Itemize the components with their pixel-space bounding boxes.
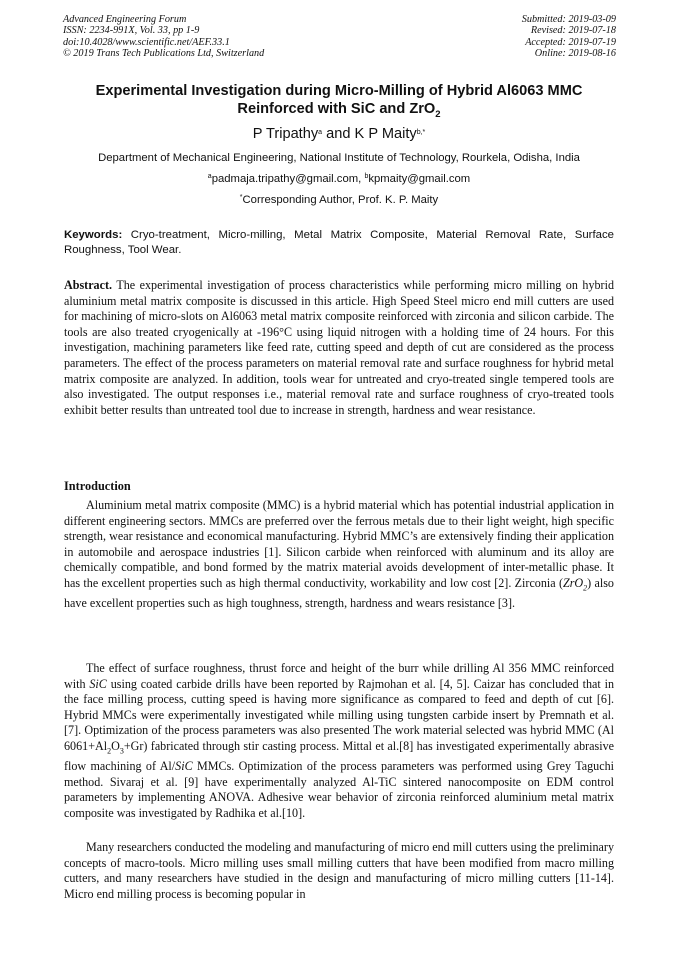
- author-emails: $^a$padmaja.tripathy@gmail.com, $^b$kpmaity@gmail.com: [207, 173, 471, 185]
- intro-paragraph-1: Aluminium metal matrix composite (MMC) is a hybrid material which has potential industrial application in different engineering sectors. MMCs are preferred over the ferrous metals due to their light weight, high specific strength, wear resistance and economical manufacturing. Hybrid MMC’s are extensively finding their application in automobile and aerospace industries [1]. Silicon carbide when reinforced with aluminum and its alloy are chemically compatible, and bond formed by the matrix material avoids development of inter-metallic phase. It has the excellent properties such as high thermal conductivity, workability and low cost [2]. Zirconia (ZrO$_2$) also have excellent properties such as high toughness, strength, hardness and wears resistance [3].: [64, 498, 614, 610]
- keywords-label: Keywords:: [64, 229, 123, 241]
- journal-doi: doi:10.4028/www.scientific.net/AEF.33.1: [63, 36, 230, 48]
- email-a: padmaja.tripathy@gmail.com,: [211, 173, 362, 185]
- journal-info: [63, 14, 264, 60]
- section-heading-introduction: Introduction: [64, 479, 131, 493]
- abstract-label: Abstract.: [64, 278, 113, 292]
- title-line-2: Reinforced with SiC and ZrO$_2$: [237, 101, 441, 120]
- journal-copyright: © 2019 Trans Tech Publications Ltd, Switzerland: [63, 48, 265, 60]
- corresponding-author: *Corresponding Author, Prof. K. P. Maity: [239, 194, 439, 206]
- email-b: kpmaity@gmail.com: [368, 173, 471, 185]
- journal-name: Advanced Engineering Forum: [63, 14, 187, 25]
- keywords: [64, 228, 614, 259]
- paper-title: [40, 82, 638, 124]
- date-online: Online: 2019-08-16: [534, 48, 616, 60]
- journal-issn: ISSN: 2234-991X, Vol. 33, pp 1-9: [63, 25, 200, 37]
- keywords-text: Cryo-treatment, Micro-milling, Metal Matrix Composite, Material Removal Rate, Surface Roughness, Tool Wear.: [64, 229, 614, 257]
- author-1: P Tripathy: [252, 126, 319, 142]
- author-list: P Tripathy$^a$ and K P Maity$^{b,*}$: [252, 126, 426, 142]
- publication-dates: [522, 14, 616, 60]
- abstract-text: The experimental investigation of process characteristics while performing micro milling on hybrid aluminium metal matrix composite is discussed in this article. High Speed Steel micro end mill cutters are used for machining of micro-slots on Al6063 metal matrix composite reinforced with zirconia and silicon carbide. The tools are also treated cryogenically at -196°C using liquid nitrogen with a holding time of 24 hours. For this investigation, machining parameters like feed rate, cutting speed and depth of cut are considered as the process parameters. The effect of the process parameters on material removal rate and surface roughness for hybrid metal matrix composite are analyzed. In addition, tools wear for untreated and cryo-treated single tempered tools are also investigated. The output responses i.e., material removal rate and surface roughness of cryo-treated tools exhibit better results than untreated tool due to increase in strength, hardness and wear resistance.: [64, 278, 614, 417]
- date-revised: Revised: 2019-07-18: [530, 25, 616, 37]
- affiliation: Department of Mechanical Engineering, National Institute of Technology, Rourkela, Odisha, India: [98, 152, 580, 164]
- abstract: [64, 278, 614, 418]
- title-line-1: Experimental Investigation during Micro-Milling of Hybrid Al6063 MMC: [95, 83, 583, 99]
- author-2: K P Maity: [354, 126, 417, 142]
- intro-paragraph-3: Many researchers conducted the modeling and manufacturing of micro end mill cutters using the preliminary concepts of macro-tools. Micro milling uses small milling cutters that have been modified from macro milling cutters, and many researchers have studied in the design and manufacturing of micro milling cutters [11-14]. Micro end milling process is becoming popular in: [64, 840, 614, 901]
- date-submitted: Submitted: 2019-03-09: [521, 14, 616, 25]
- date-accepted: Accepted: 2019-07-19: [525, 36, 616, 48]
- intro-paragraph-2: The effect of surface roughness, thrust force and height of the burr while drilling Al 356 MMC reinforced with SiC using coated carbide drills have been reported by Rajmohan et al. [4, 5]. Caizar has concluded that in the face milling process, cutting speed is having more significance as compared to feed and depth of cut [6]. Hybrid MMCs were experimentally investigated while milling using tungsten carbide insert by Premnath et al. [7]. Optimization of the process parameters was also presented The work material selected was hybrid MMC (Al $6061+Al_2O_3+Gr$) fabricated through stir casting process. Mittal et al.[8] has investigated experimentally abrasive flow machining of Al/SiC MMCs. Optimization of the process parameters was performed using Grey Taguchi method. Sivaraj et al. [9] have experimentally analyzed Al-TiC sintered nanocomposite on EDM control parameters by implementing ANOVA. Adhesive wear behavior of zirconia reinforced aluminium metal matrix composite was investigated by Radhika et al.[10].: [64, 661, 614, 820]
